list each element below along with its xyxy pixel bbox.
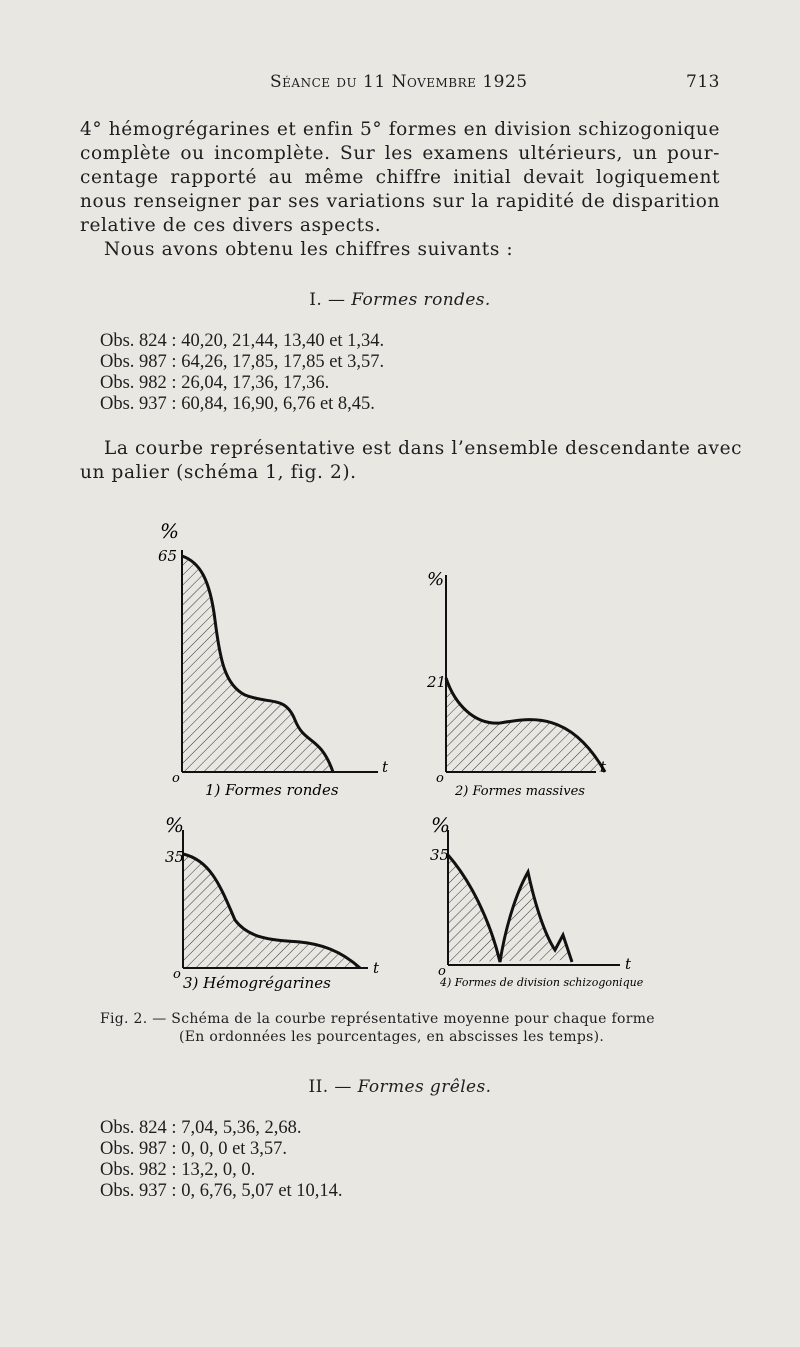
section-title-formes-rondes [0, 290, 800, 310]
observations-formes-greles [100, 1118, 700, 1202]
panel-label: 4) Formes de division schizogonique [440, 976, 644, 989]
observation-line: Obs. 987 : 64,26, 17,85, 17,85 et 3,57. [100, 352, 385, 372]
section-name: Formes grêles. [357, 1077, 492, 1097]
y-axis-label: % [431, 813, 451, 837]
y-tick-label: 35 [165, 848, 185, 866]
curve-area [446, 678, 605, 772]
paragraph-intro [80, 118, 720, 262]
text-line: La courbe représentative est dans l’ensemble descendante avec [104, 438, 743, 459]
header-title: Séance du 11 Novembre 1925 [270, 72, 528, 92]
y-tick-label: 21 [427, 673, 447, 691]
page-number: 713 [686, 72, 720, 92]
panel-label: 3) Hémogrégarines [183, 974, 331, 992]
text-line: complète ou incomplète. Sur les examens ultérieurs, un pour- [80, 143, 720, 164]
figure-schema-courbes [0, 510, 800, 1005]
caption-line: Fig. 2. — Schéma de la courbe représentative moyenne pour chaque forme [100, 1011, 655, 1027]
observation-line: Obs. 982 : 13,2, 0, 0. [100, 1160, 256, 1180]
paragraph-courbe [80, 437, 743, 485]
x-axis-label: t [373, 959, 380, 977]
x-axis-label: t [382, 758, 389, 776]
section-number: II. — [308, 1077, 358, 1097]
panel-label: 2) Formes massives [455, 784, 585, 799]
text-line: relative de ces divers aspects. [80, 215, 382, 236]
text-line: centage rapporté au même chiffre initial devait logiquement [80, 167, 720, 188]
text-line: 4° hémogrégarines et enfin 5° formes en division schizogonique [80, 119, 720, 140]
x-axis-label: t [625, 955, 632, 973]
observation-line: Obs. 824 : 7,04, 5,36, 2,68. [100, 1118, 302, 1138]
y-axis-label: % [165, 813, 185, 837]
origin-label: o [438, 964, 446, 979]
panel-label: 1) Formes rondes [205, 781, 339, 799]
observation-line: Obs. 937 : 60,84, 16,90, 6,76 et 8,45. [100, 394, 375, 414]
section-number: I. — [309, 290, 352, 310]
y-tick-label: 65 [158, 547, 178, 565]
y-axis-label: % [160, 519, 180, 543]
x-axis-label: t [600, 758, 607, 776]
origin-label: o [173, 967, 181, 982]
figure-caption [100, 1010, 720, 1046]
caption-line: (En ordonnées les pourcentages, en abscisses les temps). [179, 1029, 605, 1045]
origin-label: o [172, 771, 180, 786]
panel-formes-massives [426, 569, 607, 799]
origin-label: o [436, 771, 444, 786]
observation-line: Obs. 824 : 40,20, 21,44, 13,40 et 1,34. [100, 331, 385, 351]
observations-formes-rondes [100, 331, 700, 415]
panel-formes-division [430, 813, 644, 989]
panel-formes-rondes [158, 519, 389, 799]
section-title-formes-greles [0, 1077, 800, 1097]
observation-line: Obs. 937 : 0, 6,76, 5,07 et 10,14. [100, 1181, 343, 1201]
y-tick-label: 35 [430, 846, 450, 864]
section-name: Formes rondes. [351, 290, 491, 310]
running-header [80, 70, 720, 96]
text-line: nous renseigner par ses variations sur la rapidité de disparition [80, 191, 720, 212]
y-axis-label: % [427, 569, 445, 590]
text-line: un palier (schéma 1, fig. 2). [80, 462, 357, 483]
observation-line: Obs. 987 : 0, 0, 0 et 3,57. [100, 1139, 288, 1159]
panel-hemogregarines [165, 813, 380, 992]
text-line: Nous avons obtenu les chiffres suivants : [104, 239, 514, 260]
observation-line: Obs. 982 : 26,04, 17,36, 17,36. [100, 373, 330, 393]
